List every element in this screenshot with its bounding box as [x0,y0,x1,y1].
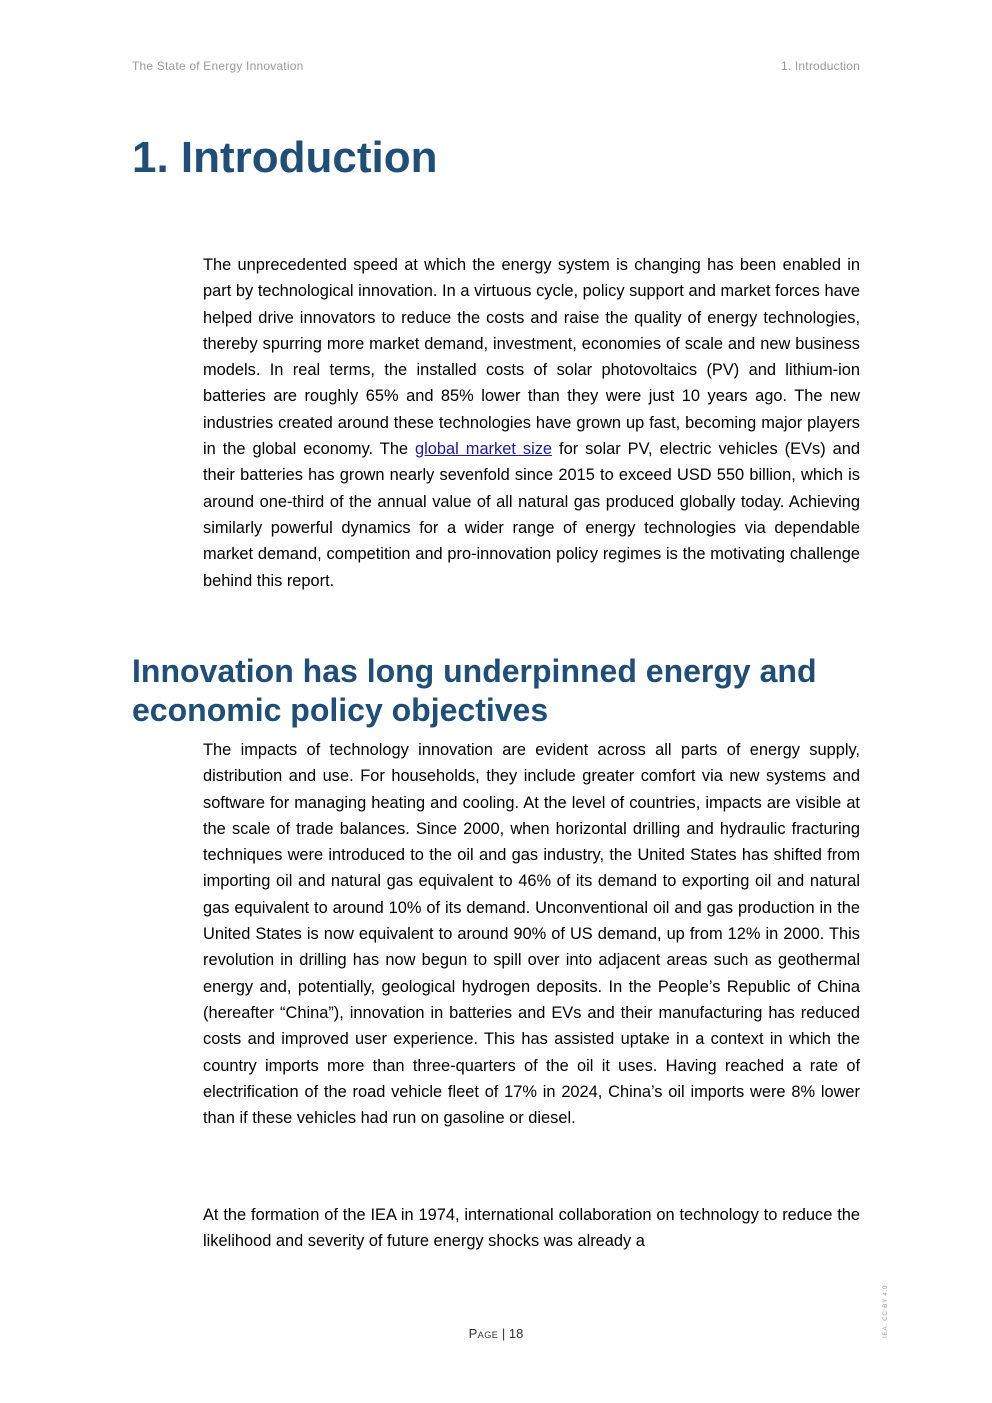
chapter-label: 1. Introduction [780,59,860,73]
page-separator: | [498,1326,509,1341]
page-word: Page [468,1326,499,1341]
section-paragraph-2: At the formation of the IEA in 1974, international collaboration on technology to reduce the likelihood and severity of future energy shocks was already a [203,1206,860,1251]
section-heading: Innovation has long underpinned energy and economic policy objectives [132,653,817,728]
global-market-size-link[interactable]: global market size [415,440,553,459]
license-mark: IEA. CC BY 4.0. [882,1282,889,1338]
running-header [132,59,860,75]
chapter-title: 1. Introduction [132,133,438,182]
intro-text-before-link: The unprecedented speed at which the energy system is changing has been enabled in part by technological innovation. In a virtuous cycle, policy support and market forces have helped drive innovators to reduce the costs and raise the quality of energy technologies, thereby spurring more market demand, investment, economies of scale and new business models. In real terms, the installed costs of solar photovoltaics (PV) and lithium-ion batteries are roughly 65% and 85% lower than they were just 10 years ago. The new industries created around these technologies have grown up fast, becoming major players in the global economy. The [203,256,860,459]
publication-title: The State of Energy Innovation [132,59,304,73]
section-paragraph-1: The impacts of technology innovation are evident across all parts of energy supply, distribution and use. For households, they include greater comfort via new systems and software for managing heating and cooling. At the level of countries, impacts are visible at the scale of trade balances. Since 2000, when horizontal drilling and hydraulic fracturing techniques were introduced to the oil and gas industry, the United States has shifted from importing oil and natural gas equivalent to 46% of its demand to exporting oil and natural gas equivalent to around 10% of its demand. Unconventional oil and gas production in the United States is now equivalent to around 90% of US demand, up from 12% in 2000. This revolution in drilling has now begun to spill over into adjacent areas such as geothermal energy and, potentially, geological hydrogen deposits. In the People’s Republic of China (hereafter “China”), innovation in batteries and EVs and their manufacturing has reduced costs and improved user experience. This has assisted uptake in a context in which the country imports more than three-quarters of the oil it uses. Having reached a rate of electrification of the road vehicle fleet of 17% in 2024, China’s oil imports were 8% lower than if these vehicles had run on gasoline or diesel. [203,741,860,1128]
page-number: 18 [508,1326,524,1341]
page-footer [0,1326,992,1341]
intro-text-after-link: for solar PV, electric vehicles (EVs) and their batteries has grown nearly sevenfold since 2015 to exceed USD 550 billion, which is around one-third of the annual value of all natural gas produced globally today. Achieving similarly powerful dynamics for a wider range of energy technologies via dependable market demand, competition and pro-innovation policy regimes is the motivating challenge behind this report. [203,440,861,590]
intro-paragraph [203,252,860,594]
